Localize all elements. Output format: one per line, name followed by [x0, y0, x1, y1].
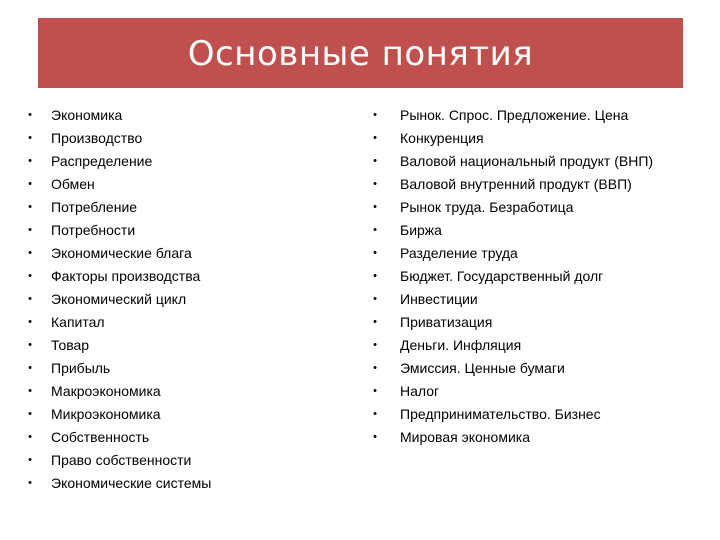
bullet-icon: •	[373, 109, 377, 121]
list-item-label: Рынок труда. Безработица	[400, 199, 574, 215]
list-item	[26, 265, 346, 288]
list-item-label: Обмен	[51, 176, 95, 192]
bullet-icon: •	[373, 385, 377, 397]
list-item-label: Конкуренция	[400, 130, 484, 146]
list-item	[371, 334, 701, 357]
list-item-label: Рынок. Спрос. Предложение. Цена	[400, 107, 629, 123]
right-column-list	[371, 104, 701, 449]
list-item-label: Деньги. Инфляция	[400, 337, 522, 353]
list-item	[26, 403, 346, 426]
bullet-icon: •	[373, 293, 377, 305]
list-item	[26, 334, 346, 357]
list-item	[26, 288, 346, 311]
bullet-icon: •	[373, 178, 377, 190]
bullet-icon: •	[28, 362, 32, 374]
list-item-label: Инвестиции	[400, 291, 478, 307]
list-item-label: Факторы производства	[51, 268, 201, 284]
list-item	[371, 403, 701, 426]
list-item	[26, 173, 346, 196]
list-item	[371, 173, 701, 196]
list-item-label: Право собственности	[51, 452, 192, 468]
list-item	[26, 426, 346, 449]
bullet-icon: •	[373, 201, 377, 213]
list-item-label: Эмиссия. Ценные бумаги	[400, 360, 565, 376]
list-item-label: Валовой внутренний продукт (ВВП)	[400, 176, 632, 192]
list-item	[371, 104, 701, 127]
list-item	[26, 127, 346, 150]
list-item	[26, 449, 346, 472]
list-item	[26, 219, 346, 242]
bullet-icon: •	[373, 316, 377, 328]
list-item	[371, 311, 701, 334]
bullet-icon: •	[373, 247, 377, 259]
list-item-label: Экономический цикл	[51, 291, 187, 307]
list-item-label: Товар	[51, 337, 90, 353]
list-item-label: Потребление	[51, 199, 138, 215]
list-item-label: Приватизация	[400, 314, 493, 330]
bullet-icon: •	[28, 201, 32, 213]
list-item-label: Экономические системы	[51, 475, 212, 491]
bullet-icon: •	[373, 431, 377, 443]
bullet-icon: •	[373, 270, 377, 282]
left-column-list	[26, 104, 346, 495]
list-item	[371, 265, 701, 288]
list-item-label: Макроэкономика	[51, 383, 161, 399]
bullet-icon: •	[28, 293, 32, 305]
list-item	[26, 357, 346, 380]
bullet-icon: •	[373, 408, 377, 420]
bullet-icon: •	[28, 247, 32, 259]
list-item-label: Разделение труда	[400, 245, 518, 261]
bullet-icon: •	[28, 155, 32, 167]
list-item-label: Экономические блага	[51, 245, 192, 261]
list-item	[371, 127, 701, 150]
bullet-icon: •	[28, 385, 32, 397]
bullet-icon: •	[373, 339, 377, 351]
list-item	[371, 380, 701, 403]
list-item	[26, 242, 346, 265]
list-item-label: Микроэкономика	[51, 406, 161, 422]
list-item-label: Бюджет. Государственный долг	[400, 268, 604, 284]
list-item	[371, 426, 701, 449]
list-item	[26, 196, 346, 219]
list-item	[371, 150, 701, 173]
list-item-label: Капитал	[51, 314, 105, 330]
list-item-label: Предпринимательство. Бизнес	[400, 406, 601, 422]
bullet-icon: •	[28, 454, 32, 466]
bullet-icon: •	[373, 224, 377, 236]
list-item-label: Налог	[400, 383, 440, 399]
list-item	[371, 288, 701, 311]
list-item	[26, 472, 346, 495]
list-item-label: Биржа	[400, 222, 442, 238]
list-item	[26, 311, 346, 334]
bullet-icon: •	[28, 132, 32, 144]
bullet-icon: •	[28, 224, 32, 236]
slide-title: Основные понятия	[187, 34, 534, 74]
list-item-label: Собственность	[51, 429, 150, 445]
bullet-icon: •	[373, 132, 377, 144]
list-item-label: Потребности	[51, 222, 136, 238]
bullet-icon: •	[28, 109, 32, 121]
list-item	[371, 357, 701, 380]
list-item	[26, 380, 346, 403]
bullet-icon: •	[28, 408, 32, 420]
list-item	[371, 242, 701, 265]
bullet-icon: •	[28, 339, 32, 351]
bullet-icon: •	[28, 316, 32, 328]
list-item-label: Распределение	[51, 153, 153, 169]
bullet-icon: •	[28, 270, 32, 282]
bullet-icon: •	[373, 362, 377, 374]
bullet-icon: •	[28, 178, 32, 190]
list-item	[26, 150, 346, 173]
bullet-icon: •	[28, 477, 32, 489]
list-item	[371, 219, 701, 242]
title-bar	[38, 18, 683, 88]
bullet-icon: •	[373, 155, 377, 167]
bullet-icon: •	[28, 431, 32, 443]
list-item	[371, 196, 701, 219]
list-item-label: Мировая экономика	[400, 429, 530, 445]
list-item-label: Прибыль	[51, 360, 111, 376]
list-item	[26, 104, 346, 127]
list-item-label: Производство	[51, 130, 143, 146]
list-item-label: Валовой национальный продукт (ВНП)	[400, 153, 654, 169]
list-item-label: Экономика	[51, 107, 123, 123]
